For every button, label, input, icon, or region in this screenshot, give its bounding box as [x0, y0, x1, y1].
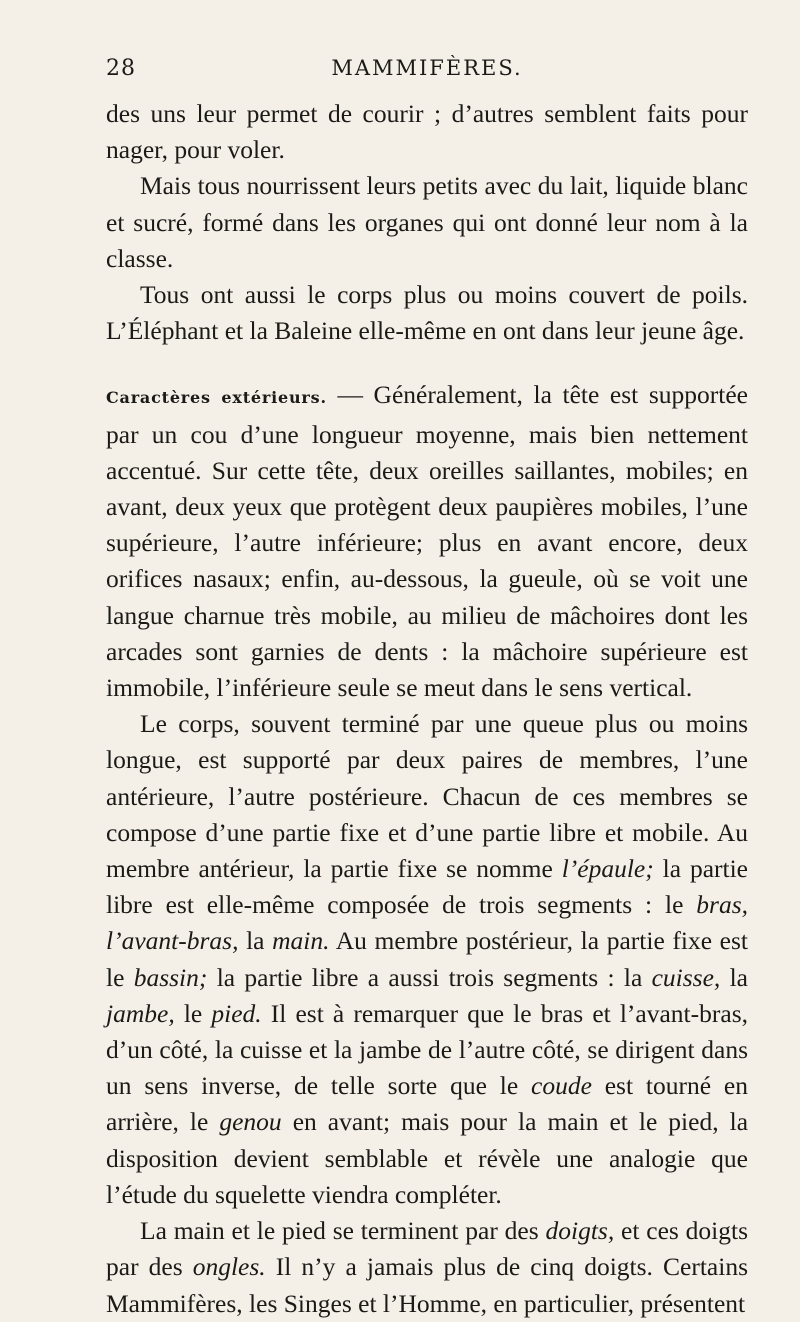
- text-run: et ces doigts par des: [106, 1216, 748, 1282]
- page-header: [106, 56, 748, 86]
- term-epaule: l’épaule;: [561, 854, 654, 884]
- paragraph-continued: [106, 96, 748, 168]
- term-pied: pied.: [211, 998, 262, 1028]
- term-jambe: jambe,: [106, 998, 175, 1028]
- term-avant-bras: l’avant-bras,: [106, 926, 239, 956]
- text-run: Il est à remarquer que le bras et l’avant-bras, d’un côté, la cuisse et la jambe de l’autre côté, se dirigent dans un sens inverse, de telle sorte que le: [106, 998, 748, 1101]
- text-run: la: [720, 962, 748, 992]
- section-heading: Caractères extérieurs.: [106, 388, 327, 408]
- text-run: la: [238, 926, 273, 956]
- paragraph-milk: [106, 168, 748, 277]
- paragraph-text: Mais tous nourrissent leurs petits avec du lait, liquide blanc et sucré, formé dans les organes qui ont donné leur nom à la classe.: [106, 171, 748, 273]
- text-run: le: [174, 998, 212, 1028]
- term-bras: bras,: [696, 890, 748, 920]
- body-text: [106, 96, 748, 1322]
- term-doigts: doigts,: [545, 1216, 615, 1246]
- paragraph-text: — Généralement, la tête est supportée par un cou d’une longueur moyenne, mais bien nettement accentué. Sur cette tête, deux oreilles saillantes, mobiles; en avant, deux yeux que protègent deux paupières mobiles, l’une supérieure, l’autre inférieure; plus en avant encore, deux orifices nasaux; enfin, au-dessous, la gueule, où se voit une langue charnue très mobile, au milieu de mâchoires dont les arcades sont garnies de dents : la mâchoire supérieure est immobile, l’inférieure seule se meut dans le sens vertical.: [106, 380, 748, 703]
- text-run: Il n’y a jamais plus de cinq doigts. Certains Mammifères, les Singes et l’Homme, en particulier, présentent: [106, 1252, 748, 1318]
- term-cuisse: cuisse,: [651, 962, 721, 992]
- term-coude: coude: [531, 1071, 592, 1101]
- term-genou: genou: [219, 1107, 282, 1137]
- paragraph-text: Tous ont aussi le corps plus ou moins couvert de poils. L’Éléphant et la Baleine elle-même en ont dans leur jeune âge.: [106, 280, 748, 346]
- text-run: Au membre postérieur, la partie fixe est le: [106, 926, 749, 992]
- paragraph-hair: [106, 277, 748, 349]
- text-run: la partie libre est elle-même composée de trois segments : le: [106, 854, 748, 920]
- text-run: Le corps, souvent terminé par une queue plus ou moins longue, est supporté par deux paires de membres, l’une antérieure, l’autre postérieure. Chacun de ces membres se compose d’une partie fixe et d’une partie libre et mobile. Au membre antérieur, la partie fixe se nomme: [106, 709, 748, 884]
- text-run: La main et le pied se terminent par des: [140, 1216, 546, 1246]
- paragraph-text: des uns leur permet de courir ; d’autres semblent faits pour nager, pour voler.: [106, 99, 748, 165]
- text-run: en avant; mais pour la main et le pied, la disposition devient semblable et révèle une analogie que l’étude du squelette viendra compléter.: [106, 1107, 749, 1209]
- term-bassin: bassin;: [133, 962, 208, 992]
- text-run: est tourné en arrière, le: [106, 1071, 748, 1137]
- paragraph-external-characters: [106, 377, 748, 706]
- text-run: la partie libre a aussi trois segments : la: [207, 962, 652, 992]
- term-ongles: ongles.: [192, 1252, 266, 1282]
- paragraph-body-limbs: [106, 706, 748, 1213]
- term-main: main.: [272, 926, 330, 956]
- paragraph-digits: [106, 1213, 748, 1322]
- running-title: MAMMIFÈRES.: [331, 56, 523, 80]
- section-gap: [106, 349, 748, 377]
- page-number: 28: [106, 56, 136, 81]
